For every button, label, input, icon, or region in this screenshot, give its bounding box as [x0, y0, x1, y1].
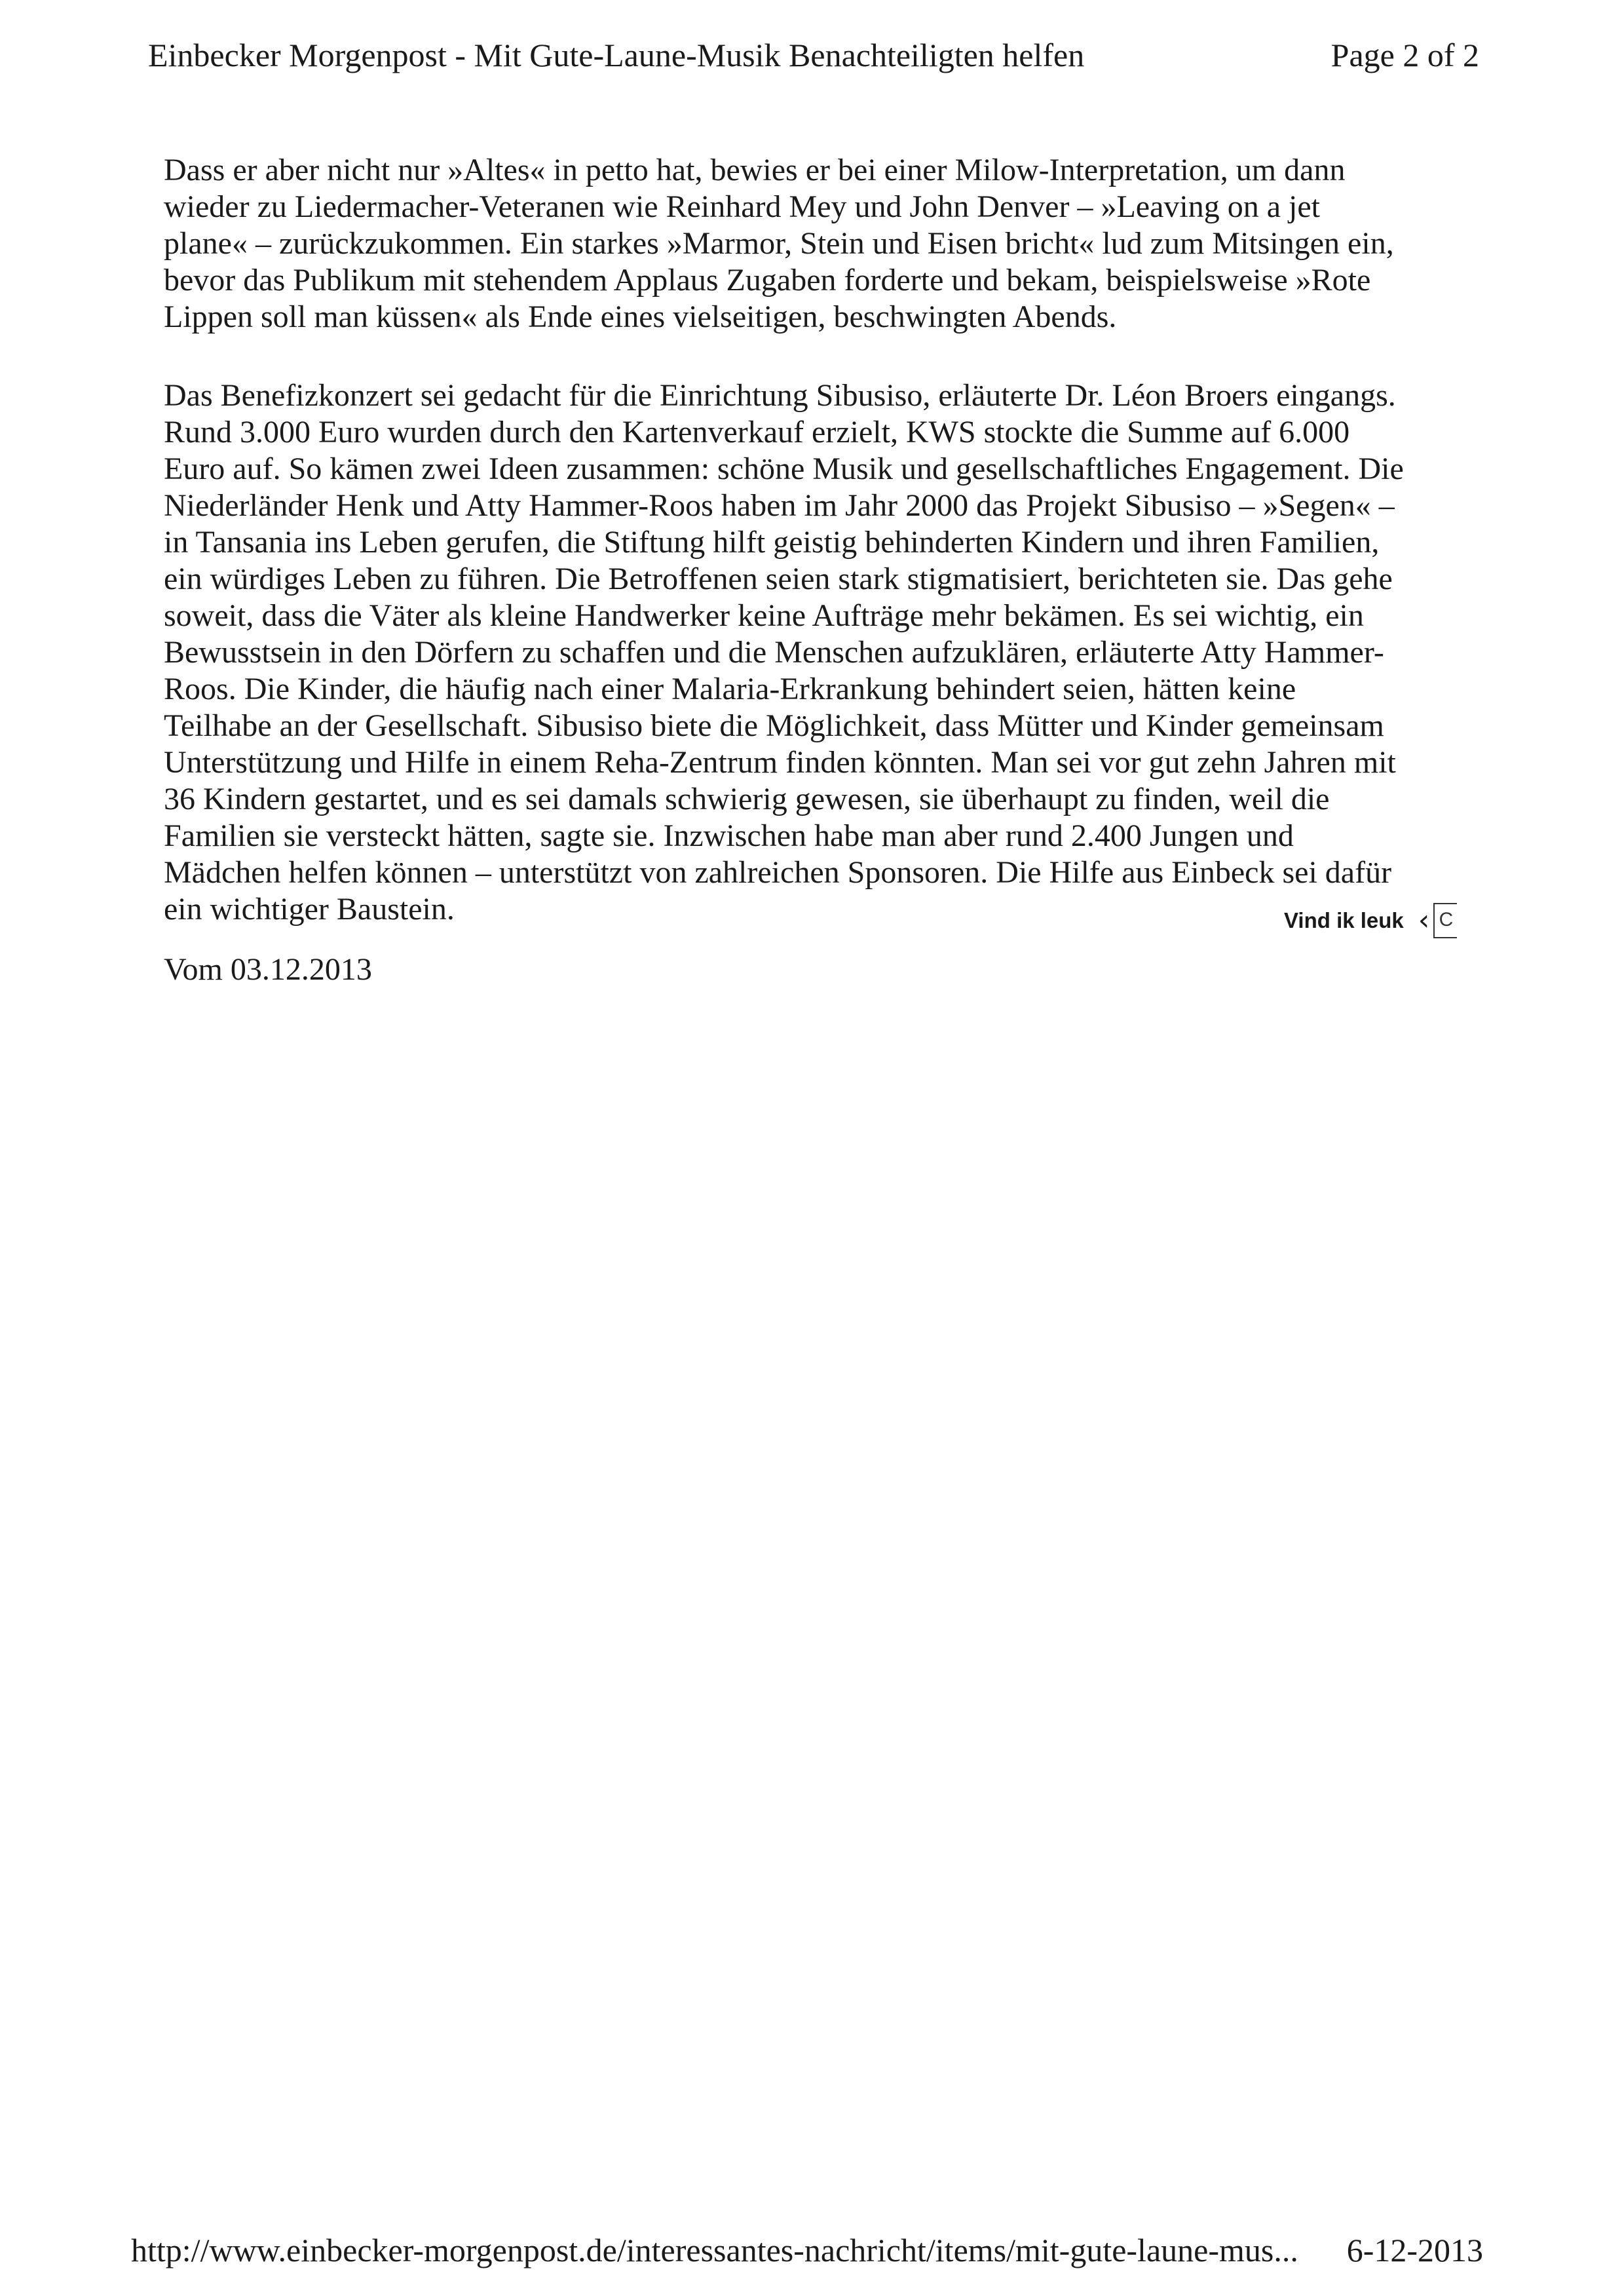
text-line: ein wichtiger Baustein.: [164, 892, 455, 927]
text-line: wieder zu Liedermacher-Veteranen wie Reinhard Mey und John Denver – »Leaving on a jet: [164, 189, 1321, 224]
text-line: bevor das Publikum mit stehendem Applaus Zugaben forderte und bekam, beispielsweise »Rote: [164, 263, 1371, 297]
text-line: Niederländer Henk und Atty Hammer-Roos haben im Jahr 2000 das Projekt Sibusiso – »Segen« –: [164, 488, 1395, 523]
like-widget[interactable]: [1284, 903, 1457, 938]
page-header-title: Einbecker Morgenpost - Mit Gute-Laune-Musik Benachteiligten helfen: [148, 37, 1085, 73]
text-line: Unterstützung und Hilfe in einem Reha-Zentrum finden könnten. Man sei vor gut zehn Jahren mit: [164, 745, 1396, 780]
text-line: soweit, dass die Väter als kleine Handwerker keine Aufträge mehr bekämen. Es sei wichtig, ein: [164, 598, 1364, 633]
text-line: Roos. Die Kinder, die häufig nach einer Malaria-Erkrankung behindert seien, hätten keine: [164, 672, 1296, 706]
text-line: 36 Kindern gestartet, und es sei damals schwierig gewesen, sie überhaupt zu finden, weil die: [164, 782, 1330, 816]
article-paragraph-1: [164, 152, 1474, 335]
speech-bubble-pointer-icon: ‹: [1418, 904, 1430, 937]
footer-url: http://www.einbecker-morgenpost.de/interessantes-nachricht/items/mit-gute-laune-mus...: [131, 2232, 1298, 2268]
text-line: Rund 3.000 Euro wurden durch den Kartenverkauf erzielt, KWS stockte die Summe auf 6.000: [164, 415, 1350, 450]
like-count: C: [1433, 903, 1457, 938]
text-line: plane« – zurückzukommen. Ein starkes »Marmor, Stein und Eisen bricht« lud zum Mitsingen ein,: [164, 226, 1394, 261]
article-date: Vom 03.12.2013: [164, 952, 372, 987]
text-line: Lippen soll man küssen« als Ende eines vielseitigen, beschwingten Abends.: [164, 299, 1117, 334]
text-line: Euro auf. So kämen zwei Ideen zusammen: schöne Musik und gesellschaftliches Engagement. Die: [164, 451, 1404, 486]
text-line: ein würdiges Leben zu führen. Die Betroffenen seien stark stigmatisiert, berichteten sie. Das gehe: [164, 562, 1393, 596]
text-line: Familien sie versteckt hätten, sagte sie. Inzwischen habe man aber rund 2.400 Jungen und: [164, 818, 1294, 853]
text-line: Bewusstsein in den Dörfern zu schaffen und die Menschen aufzuklären, erläuterte Atty Hammer-: [164, 635, 1384, 670]
article-paragraph-2: [164, 377, 1474, 928]
text-line: Dass er aber nicht nur »Altes« in petto hat, bewies er bei einer Milow-Interpretation, um dann: [164, 153, 1346, 187]
like-label[interactable]: Vind ik leuk: [1284, 908, 1404, 932]
footer-date: 6-12-2013: [1346, 2232, 1483, 2268]
page-number: Page 2 of 2: [1330, 37, 1479, 73]
text-line: Teilhabe an der Gesellschaft. Sibusiso biete die Möglichkeit, dass Mütter und Kinder gemeinsam: [164, 708, 1384, 743]
text-line: Mädchen helfen können – unterstützt von zahlreichen Sponsoren. Die Hilfe aus Einbeck sei dafür: [164, 855, 1392, 890]
text-line: Das Benefizkonzert sei gedacht für die Einrichtung Sibusiso, erläuterte Dr. Léon Broers eingangs.: [164, 378, 1396, 413]
text-line: in Tansania ins Leben gerufen, die Stiftung hilft geistig behinderten Kindern und ihren Familien,: [164, 525, 1380, 560]
